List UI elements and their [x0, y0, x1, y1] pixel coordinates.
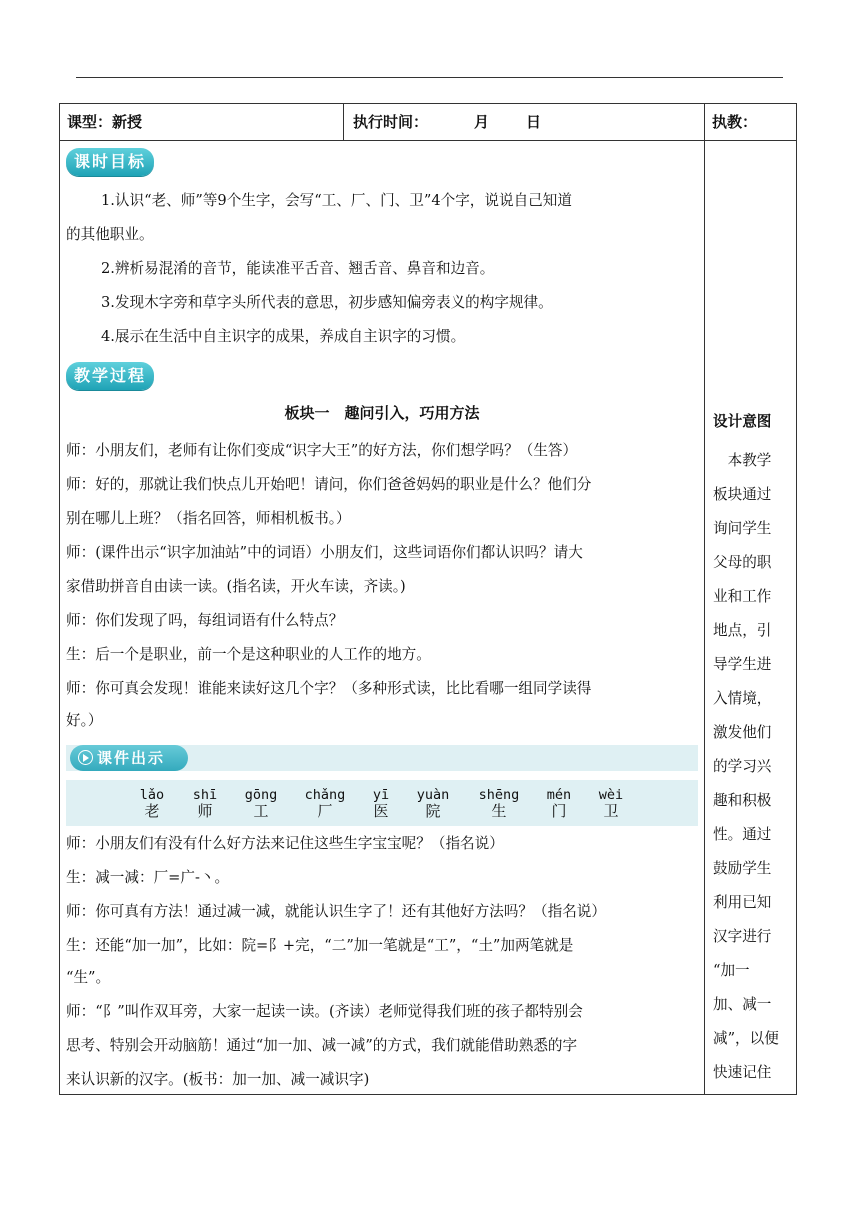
top-rule	[76, 77, 783, 78]
word-panel	[66, 780, 698, 826]
section-title: 板块一 趣问引入，巧用方法	[284, 404, 480, 422]
dialogue-line: 师：你可真有方法！通过减一减，就能认识生字了！还有其他好方法吗？（指名说）	[66, 903, 606, 920]
teacher-label: 执教：	[712, 113, 758, 131]
objective-line: 3.发现木字旁和草字头所代表的意思，初步感知偏旁表义的构字规律。	[101, 294, 553, 311]
objective-line: 1.认识“老、师”等9个生字，会写“工、厂、门、卫”4个字，说说自己知道	[101, 192, 572, 209]
header-row-divider	[59, 140, 797, 141]
word-item: gōng 工	[244, 787, 278, 820]
word-item: shī 师	[192, 787, 218, 820]
dialogue-line: 思考、特别会开动脑筋！通过“加一加、减一减”的方式，我们就能借助熟悉的字	[66, 1037, 578, 1054]
dialogue-line: 来认识新的汉字。(板书：加一加、减一减识字)	[66, 1071, 370, 1088]
courseware-label: 课件出示	[70, 745, 188, 771]
dialogue-line: 师：你们发现了吗，每组词语有什么特点？	[66, 612, 344, 629]
word-item: lǎo 老	[139, 787, 165, 820]
objective-line: 4.展示在生活中自主识字的成果，养成自主识字的习惯。	[101, 328, 466, 345]
dialogue-line: 家借助拼音自由读一读。(指名读，开火车读，齐读。)	[66, 578, 406, 595]
design-intent-title: 设计意图	[713, 413, 772, 430]
dialogue-line: “生”。	[66, 969, 111, 986]
dialogue-line: 师：小朋友们，老师有让你们变成“识字大王”的好方法，你们想学吗？（生答）	[66, 442, 578, 459]
process-badge: 教学过程	[66, 362, 154, 390]
header-divider	[343, 103, 344, 140]
play-icon	[78, 750, 93, 765]
dialogue-line: 师：(课件出示“识字加油站”中的词语）小朋友们，这些词语你们都认识吗？请大	[66, 544, 583, 561]
word-item: yī 医	[372, 787, 390, 820]
dialogue-line: 生：还能“加一加”，比如：院=阝+完，“二”加一笔就是“工”，“土”加两笔就是	[66, 937, 574, 954]
dialogue-line: 别在哪儿上班？（指名回答，师相机板书。）	[66, 510, 351, 527]
dialogue-line: 师：好的，那就让我们快点儿开始吧！请问，你们爸爸妈妈的职业是什么？他们分	[66, 476, 592, 493]
word-item: chǎng 厂	[304, 787, 346, 820]
month-label: 月	[474, 113, 490, 131]
objectives-badge: 课时目标	[66, 148, 154, 176]
objective-line: 2.辨析易混淆的音节，能读准平舌音、翘舌音、鼻音和边音。	[101, 260, 495, 277]
word-item: shēng 生	[478, 787, 520, 820]
dialogue-line: 师：小朋友们有没有什么好方法来记住这些生字宝宝呢？（指名说）	[66, 835, 504, 852]
dialogue-line: 生：后一个是职业，前一个是这种职业的人工作的地方。	[66, 646, 431, 663]
day-label: 日	[526, 113, 542, 131]
lesson-type: 课型：新授	[67, 113, 143, 131]
dialogue-line: 师：“阝”叫作双耳旁，大家一起读一读。(齐读）老师觉得我们班的孩子都特别会	[66, 1003, 583, 1020]
dialogue-line: 生：减一减：厂=广-丶。	[66, 869, 230, 886]
design-intent-text: 本教学 板块通过 询问学生 父母的职 业和工作 地点，引 导学生进 入情境， 激发他们 的学习兴 趣和积极 性。通过 鼓励学生 利用已知 汉字进行 “加一 加、减一 减”，以便 快速记住	[713, 452, 779, 1081]
dialogue-line: 好。）	[66, 712, 103, 729]
word-item: wèi 卫	[598, 787, 624, 820]
side-column-divider	[704, 103, 705, 1095]
word-item: mén 门	[546, 787, 572, 820]
exec-time-label: 执行时间：	[353, 113, 429, 131]
word-item: yuàn 院	[416, 787, 450, 820]
dialogue-line: 师：你可真会发现！谁能来读好这几个字？（多种形式读，比比看哪一组同学读得	[66, 680, 592, 697]
objective-line: 的其他职业。	[66, 226, 154, 243]
